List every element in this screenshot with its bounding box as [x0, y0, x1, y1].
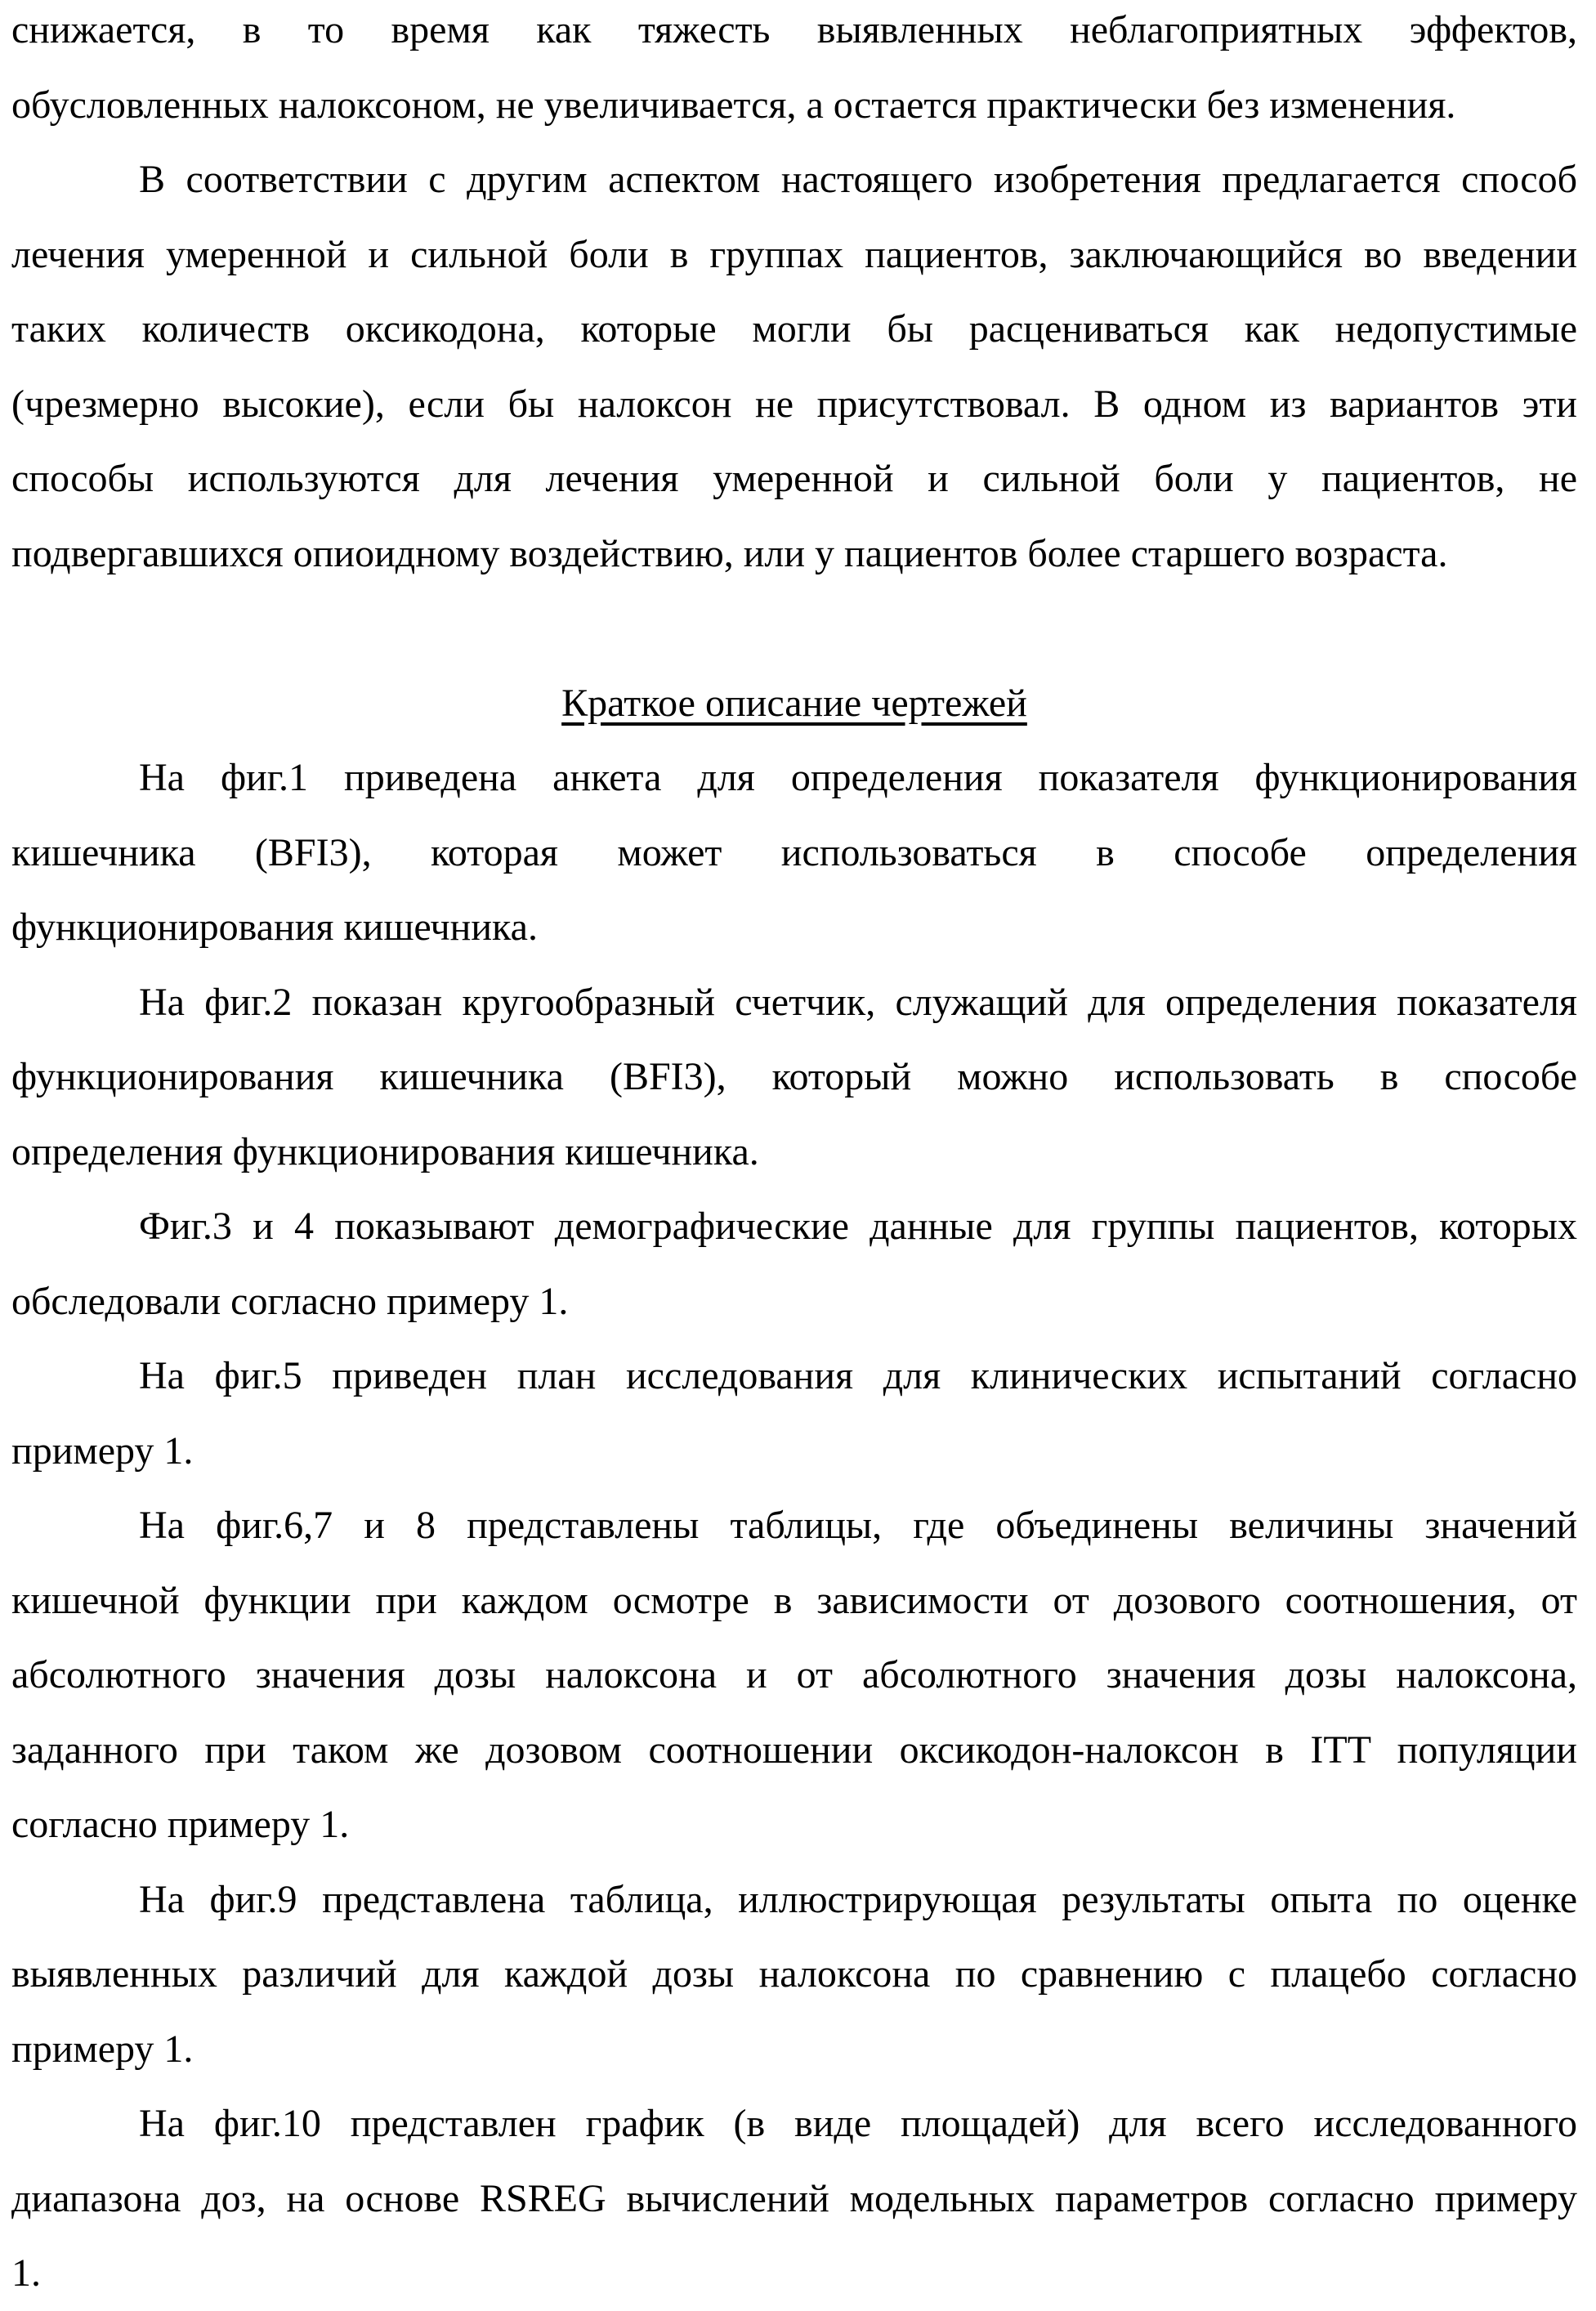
text-line: функционирования кишечника (BFI3), который можно использовать в способе	[11, 1039, 1577, 1115]
text-line: На фиг.9 представлена таблица, иллюстрирующая результаты опыта по оценке	[11, 1862, 1577, 1938]
text-line: обследовали согласно примеру 1.	[11, 1264, 1577, 1339]
text-line: заданного при таком же дозовом соотношении оксикодон-налоксон в ITT популяции	[11, 1713, 1577, 1788]
paragraph	[11, 965, 1577, 1190]
document-page	[11, 0, 1577, 2311]
text-line: На фиг.2 показан кругообразный счетчик, служащий для определения показателя	[11, 965, 1577, 1040]
text-line: обусловленных налоксоном, не увеличивается, а остается практически без изменения.	[11, 68, 1577, 143]
text-line: определения функционирования кишечника.	[11, 1115, 1577, 1190]
text-line: 1.	[11, 2236, 1577, 2311]
text-line: способы используются для лечения умеренной и сильной боли у пациентов, не	[11, 441, 1577, 516]
paragraph	[11, 1862, 1577, 2087]
text-line: снижается, в то время как тяжесть выявленных неблагоприятных эффектов,	[11, 0, 1577, 68]
paragraph	[11, 1189, 1577, 1339]
paragraph	[11, 142, 1577, 591]
text-line: диапазона доз, на основе RSREG вычислений модельных параметров согласно примеру	[11, 2161, 1577, 2237]
paragraph	[11, 740, 1577, 965]
text-line: таких количеств оксикодона, которые могли бы расцениваться как недопустимые	[11, 292, 1577, 367]
text-line: Фиг.3 и 4 показывают демографические данные для группы пациентов, которых	[11, 1189, 1577, 1264]
text-line: (чрезмерно высокие), если бы налоксон не присутствовал. В одном из вариантов эти	[11, 367, 1577, 442]
paragraph	[11, 1488, 1577, 1862]
paragraph	[11, 0, 1577, 142]
section-heading: Краткое описание чертежей	[11, 666, 1577, 741]
text-line: кишечной функции при каждом осмотре в зависимости от дозового соотношения, от	[11, 1563, 1577, 1638]
text-line: согласно примеру 1.	[11, 1787, 1577, 1862]
paragraph	[11, 1339, 1577, 1488]
paragraph	[11, 2086, 1577, 2311]
text-line: лечения умеренной и сильной боли в группах пациентов, заключающийся во введении	[11, 217, 1577, 293]
text-line: На фиг.6,7 и 8 представлены таблицы, где объединены величины значений	[11, 1488, 1577, 1563]
text-line: На фиг.1 приведена анкета для определения показателя функционирования	[11, 740, 1577, 816]
text-line: выявленных различий для каждой дозы налоксона по сравнению с плацебо согласно	[11, 1937, 1577, 2012]
text-line: В соответствии с другим аспектом настоящего изобретения предлагается способ	[11, 142, 1577, 217]
text-line: функционирования кишечника.	[11, 890, 1577, 965]
text-line: подвергавшихся опиоидному воздействию, или у пациентов более старшего возраста.	[11, 516, 1577, 592]
body-text-before-heading	[11, 0, 1577, 591]
text-line: примеру 1.	[11, 1414, 1577, 1489]
blank-line	[11, 591, 1577, 666]
figure-descriptions	[11, 740, 1577, 2311]
text-line: примеру 1.	[11, 2012, 1577, 2087]
text-line: абсолютного значения дозы налоксона и от абсолютного значения дозы налоксона,	[11, 1638, 1577, 1713]
text-line: На фиг.5 приведен план исследования для клинических испытаний согласно	[11, 1339, 1577, 1414]
text-line: кишечника (BFI3), которая может использоваться в способе определения	[11, 816, 1577, 891]
text-line: На фиг.10 представлен график (в виде площадей) для всего исследованного	[11, 2086, 1577, 2161]
